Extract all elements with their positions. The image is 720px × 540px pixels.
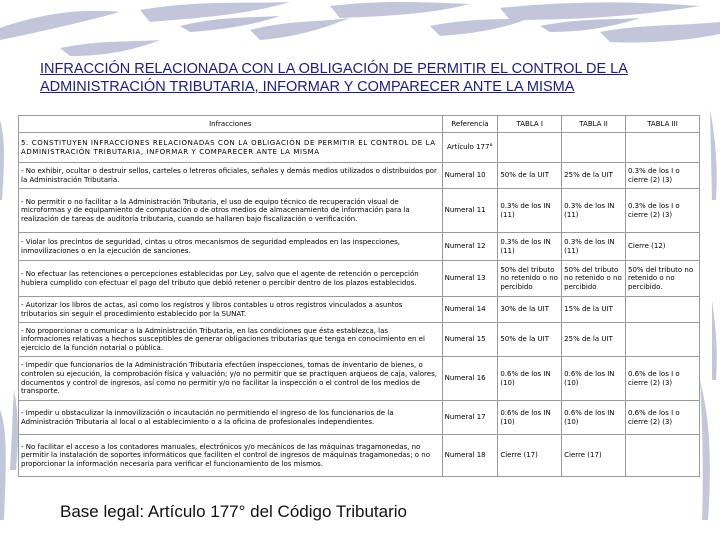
row-tabla-ii: 0.3% de los IN (11) [562, 233, 626, 261]
row-tabla-iii [625, 435, 699, 477]
table-row [19, 261, 700, 297]
table-row [19, 233, 700, 261]
row-tabla-ii: 25% de la UIT [562, 163, 626, 189]
header-tabla-i: TABLA I [498, 116, 562, 133]
table-row [19, 189, 700, 233]
table-row [19, 297, 700, 323]
row-tabla-i: 0.6% de los IN (10) [498, 357, 562, 401]
section-row [19, 133, 700, 163]
table-row [19, 435, 700, 477]
row-infraction: - No proporcionar o comunicar a la Administración Tributaria, en las condiciones que ésta establezca, las informaciones relativas a hechos susceptibles de generar obligaciones tributarias que tenga en conocimiento en el ejercicio de la función notarial o pública. [19, 323, 443, 357]
page-title: INFRACCIÓN RELACIONADA CON LA OBLIGACIÓN DE PERMITIR EL CONTROL DE LA ADMINISTRACIÓN TRIBUTARIA, INFORMAR Y COMPARECER ANTE LA MISMA [40, 61, 628, 95]
row-tabla-iii [625, 297, 699, 323]
row-tabla-iii: 0.6% de los I o cierre (2) (3) [625, 401, 699, 435]
row-tabla-i: 50% del tributo no retenido o no percibido [498, 261, 562, 297]
header-infracciones: Infracciones [19, 116, 443, 133]
row-tabla-i: 50% de la UIT [498, 323, 562, 357]
row-tabla-ii: 25% de la UIT [562, 323, 626, 357]
row-tabla-ii: 0.6% de los IN (10) [562, 401, 626, 435]
header-tabla-iii: TABLA III [625, 116, 699, 133]
row-tabla-ii: 15% de la UIT [562, 297, 626, 323]
row-tabla-iii: 0.3% de los I o cierre (2) (3) [625, 189, 699, 233]
row-infraction: - Autorizar los libros de actas, así como los registros y libros contables u otros registros vinculados a asuntos tributarios sin seguir el procedimiento establecido por la SUNAT. [19, 297, 443, 323]
section-text: 5. CONSTITUYEN INFRACCIONES RELACIONADAS CON LA OBLIGACIÓN DE PERMITIR EL CONTROL DE LA ADMINISTRACIÓN TRIBUTARIA, INFORMAR Y COMPARECER ANTE LA MISMA [19, 133, 443, 163]
row-infraction: - No exhibir, ocultar o destruir sellos, carteles o letreros oficiales, señales y demás medios utilizados o distribuidos por la Administración Tributaria. [19, 163, 443, 189]
infractions-table [18, 115, 700, 477]
header-tabla-ii: TABLA II [562, 116, 626, 133]
row-infraction: - No efectuar las retenciones o percepciones establecidas por Ley, salvo que el agente de retención o percepción hubiera cumplido con efectuar el pago del tributo que debió retener o percibir dentro de los plazos establecidos. [19, 261, 443, 297]
row-ref: Numeral 17 [442, 401, 498, 435]
base-legal: Base legal: Artículo 177° del Código Tributario [60, 502, 408, 521]
section-ref: Artículo 177° [442, 133, 498, 163]
header-referencia: Referencia [442, 116, 498, 133]
row-infraction: - Impedir que funcionarios de la Administración Tributaria efectúen inspecciones, tomas de inventario de bienes, o controlen su ejecución, la comprobación física y valuación; y/o no permitir que se practiquen arqueos de caja, valores, documentos y control de ingresos, así como no permitir y/o no facilitar la inspección o el control de los medios de transporte. [19, 357, 443, 401]
row-tabla-i: 0.3% de los IN (11) [498, 189, 562, 233]
row-ref: Numeral 18 [442, 435, 498, 477]
row-tabla-iii: 0.3% de los I o cierre (2) (3) [625, 163, 699, 189]
row-tabla-iii: 50% del tributo no retenido o no percibido. [625, 261, 699, 297]
row-tabla-iii: 0.6% de los I o cierre (2) (3) [625, 357, 699, 401]
row-infraction: - No permitir o no facilitar a la Administración Tributaria, el uso de equipo técnico de recuperación visual de microformas y de equipamiento de computación o de otros medios de almacenamiento de información para la realización de tareas de auditoría tributaria, cuando se hallaren bajo fiscalización o verificación. [19, 189, 443, 233]
section-empty-1 [498, 133, 562, 163]
row-tabla-iii [625, 323, 699, 357]
row-tabla-ii: 0.6% de los IN (10) [562, 357, 626, 401]
table-row [19, 401, 700, 435]
row-tabla-i: 30% de la UIT [498, 297, 562, 323]
row-tabla-iii: Cierre (12) [625, 233, 699, 261]
row-tabla-i: 0.6% de los IN (10) [498, 401, 562, 435]
row-tabla-ii: Cierre (17) [562, 435, 626, 477]
row-tabla-ii: 0.3% de los IN (11) [562, 189, 626, 233]
row-tabla-i: 50% de la UIT [498, 163, 562, 189]
row-ref: Numeral 14 [442, 297, 498, 323]
row-infraction: - No facilitar el acceso a los contadores manuales, electrónicos y/o mecánicos de las máquinas tragamonedas, no permitir la instalación de soportes informáticos que faciliten el control de ingresos de máquinas tragamonedas; o no proporcionar la información necesaria para verificar el funcionamiento de los mismos. [19, 435, 443, 477]
row-ref: Numeral 10 [442, 163, 498, 189]
row-tabla-i: Cierre (17) [498, 435, 562, 477]
row-ref: Numeral 12 [442, 233, 498, 261]
table-row [19, 323, 700, 357]
row-ref: Numeral 11 [442, 189, 498, 233]
row-ref: Numeral 15 [442, 323, 498, 357]
row-infraction: - Impedir u obstaculizar la inmovilización o incautación no permitiendo el ingreso de los funcionarios de la Administración Tributaria al local o al establecimiento o a la oficina de profesionales independientes. [19, 401, 443, 435]
section-empty-3 [625, 133, 699, 163]
table-row [19, 357, 700, 401]
table-row [19, 163, 700, 189]
row-ref: Numeral 13 [442, 261, 498, 297]
table-header-row [19, 116, 700, 133]
row-tabla-ii: 50% del tributo no retenido o no percibido [562, 261, 626, 297]
section-empty-2 [562, 133, 626, 163]
row-ref: Numeral 16 [442, 357, 498, 401]
row-infraction: - Violar los precintos de seguridad, cintas u otros mecanismos de seguridad empleados en las inspecciones, inmovilizaciones o en la ejecución de sanciones. [19, 233, 443, 261]
row-tabla-i: 0.3% de los IN (11) [498, 233, 562, 261]
